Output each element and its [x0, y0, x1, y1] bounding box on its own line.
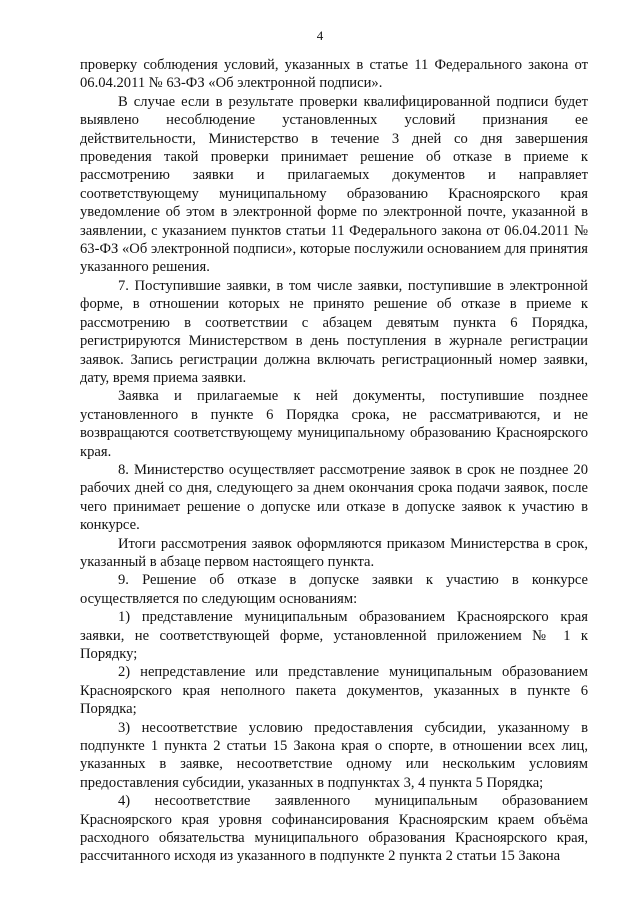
- document-body: [80, 56, 588, 866]
- paragraph-4: Заявка и прилагаемые к ней документы, поступившие позднее установленного в пункте 6 Порядка срока, не рассматриваются, и не возвращаются соответствующему муниципальному образованию Красноярского края.: [80, 388, 588, 460]
- paragraph-6: Итоги рассмотрения заявок оформляются приказом Министерства в срок, указанный в абзаце первом настоящего пункта.: [80, 535, 588, 570]
- paragraph-2: В случае если в результате проверки квалифицированной подписи будет выявлено несоблюдение установленных условий признания ее действительности, Министерство в течение 3 дней со дня завершения проведения такой проверки принимает решение об отказе в приеме к рассмотрению заявки и прилагаемых документов и направляет соответствующему муниципальному образованию Красноярского края уведомление об этом в электронной форме по электронной почте, указанной в заявлении, с указанием пунктов статьи 11 Федерального закона от 06.04.2011 № 63-ФЗ «Об электронной подписи», которые послужили основанием для принятия указанного решения.: [80, 93, 588, 276]
- paragraph-5: 8. Министерство осуществляет рассмотрение заявок в срок не позднее 20 рабочих дней со дня, следующего за днем окончания срока подачи заявок, после чего принимает решение о допуске или отказе в допуске заявок к участию в конкурсе.: [80, 461, 588, 534]
- page-number: 4: [316, 28, 324, 43]
- paragraph-3: 7. Поступившие заявки, в том числе заявки, поступившие в электронной форме, в отношении которых не принято решение об отказе в приеме к рассмотрению в соответствии с абзацем девятым пункта 6 Порядка, регистрируются Министерством в день поступления в журнале регистрации заявок. Запись регистрации должна включать регистрационный номер заявки, дату, время приема заявки.: [80, 277, 588, 386]
- paragraph-7: 9. Решение об отказе в допуске заявки к участию в конкурсе осуществляется по следующим основаниям:: [80, 572, 588, 607]
- paragraph-9: 2) непредставление или представление муниципальным образованием Красноярского края неполного пакета документов, указанных в пункте 6 Порядка;: [80, 664, 588, 718]
- paragraph-11: 4) несоответствие заявленного муниципальным образованием Красноярского края уровня софинансирования Красноярским краем объёма расходного обязательства муниципального образования Красноярского края, рассчитанного исходя из указанного в подпункте 2 пункта 2 статьи 15 Закона: [80, 793, 588, 865]
- paragraph-1: проверку соблюдения условий, указанных в статье 11 Федерального закона от 06.04.2011 № 63-ФЗ «Об электронной подписи».: [80, 57, 588, 92]
- paragraph-8: 1) представление муниципальным образованием Красноярского края заявки, не соответствующей форме, установленной приложением № 1 к Порядку;: [80, 609, 588, 662]
- paragraph-10: 3) несоответствие условию предоставления субсидии, указанному в подпункте 1 пункта 2 статьи 15 Закона края о спорте, в отношении всех лиц, указанных в заявке, несоответствие одному или нескольким условиям предоставления субсидии, указанных в подпунктах 3, 4 пункта 5 Порядка;: [80, 719, 588, 791]
